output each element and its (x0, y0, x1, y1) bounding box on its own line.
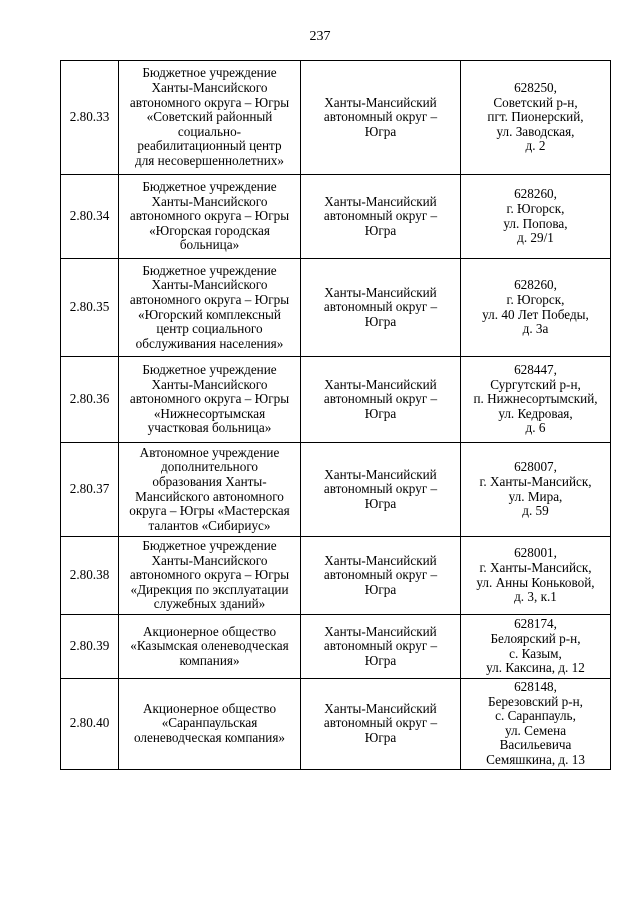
institution-name-line: Бюджетное учреждение (142, 362, 277, 378)
region-name (301, 175, 461, 259)
institution-name-line: автономного округа – Югры (129, 391, 290, 407)
table-row (61, 679, 611, 770)
institution-name-line: образования Ханты- (152, 473, 267, 489)
institution-name-line: «Саранпаульская (161, 715, 258, 731)
registry-table (60, 60, 611, 770)
postal-address-line: 628250, (514, 80, 557, 96)
institution-name-line: Автономное учреждение (139, 444, 280, 460)
postal-address-line: с. Саранпауль, (495, 708, 576, 724)
region-name (301, 443, 461, 537)
institution-name-line: Ханты-Мансийского (151, 80, 268, 96)
institution-name-line: «Нижнесортымская (153, 405, 266, 421)
institution-name-line: Мансийского автономного (135, 488, 284, 504)
registry-table-body (61, 61, 611, 770)
postal-address-line: ул. Кедровая, (498, 405, 573, 421)
region-name-line: Ханты-Мансийский (324, 193, 437, 209)
postal-address-line: Васильевича (499, 737, 572, 753)
postal-address-line: 628447, (514, 362, 557, 378)
institution-name (119, 357, 301, 443)
postal-address-line: д. 3, к.1 (514, 589, 557, 605)
institution-name-line: социально- (177, 123, 242, 139)
institution-name (119, 259, 301, 357)
row-number: 2.80.35 (61, 259, 119, 357)
region-name-line: Ханты-Мансийский (324, 466, 437, 482)
row-number: 2.80.39 (61, 615, 119, 679)
postal-address-line: д. 6 (525, 420, 546, 436)
page-number: 237 (309, 29, 331, 44)
postal-address-line: Семяшкина, д. 13 (486, 751, 585, 767)
region-name (301, 61, 461, 175)
postal-address-line: г. Югорск, (506, 200, 565, 216)
region-name-line: Ханты-Мансийский (324, 94, 437, 110)
region-name-line: автономный округ – (323, 299, 438, 315)
row-number: 2.80.36 (61, 357, 119, 443)
postal-address-line: Березовский р-н, (488, 693, 583, 709)
postal-address-line: с. Казым, (509, 645, 562, 661)
institution-name-line: для несовершеннолетних» (135, 152, 284, 168)
region-name (301, 357, 461, 443)
institution-name-line: «Казымская оленеводческая (130, 638, 289, 654)
row-number: 2.80.33 (61, 61, 119, 175)
region-name-line: Югра (364, 123, 397, 139)
postal-address-line: 628260, (514, 277, 557, 293)
institution-name-line: Ханты-Мансийского (151, 376, 268, 392)
postal-address-line: 628007, (514, 459, 557, 475)
table-row (61, 175, 611, 259)
region-name-line: Югра (364, 405, 397, 421)
postal-address-line: д. 2 (525, 138, 546, 154)
institution-name (119, 443, 301, 537)
institution-name-line: служебных зданий» (153, 596, 266, 612)
institution-name-line: округа – Югры «Мастерская (129, 503, 290, 519)
postal-address (461, 61, 611, 175)
region-name-line: Ханты-Мансийский (324, 376, 437, 392)
postal-address (461, 175, 611, 259)
institution-name-line: обслуживания населения» (135, 335, 284, 351)
postal-address-line: 628260, (514, 186, 557, 202)
postal-address-line: п. Нижнесортымский, (473, 391, 598, 407)
region-name (301, 537, 461, 615)
institution-name-line: Ханты-Мансийского (151, 552, 268, 568)
region-name-line: Югра (364, 581, 397, 597)
institution-name-line: автономного округа – Югры (129, 567, 290, 583)
postal-address-line: ул. Анны Коньковой, (476, 574, 595, 590)
row-number: 2.80.34 (61, 175, 119, 259)
institution-name-line: талантов «Сибириус» (148, 517, 271, 533)
postal-address (461, 615, 611, 679)
postal-address (461, 443, 611, 537)
institution-name-line: «Советский районный (146, 109, 273, 125)
region-name-line: автономный округ – (323, 567, 438, 583)
region-name-line: Югра (364, 222, 397, 238)
institution-name (119, 615, 301, 679)
postal-address-line: ул. Мира, (508, 488, 563, 504)
row-number: 2.80.37 (61, 443, 119, 537)
institution-name-line: Ханты-Мансийского (151, 193, 268, 209)
institution-name-line: Бюджетное учреждение (142, 262, 277, 278)
institution-name-line: «Югорский комплексный (138, 306, 281, 322)
region-name-line: Югра (364, 730, 397, 746)
region-name-line: Ханты-Мансийский (324, 284, 437, 300)
region-name-line: автономный округ – (323, 109, 438, 125)
institution-name-line: «Дирекция по эксплуатации (130, 581, 289, 597)
postal-address-line: 628148, (514, 679, 557, 694)
postal-address (461, 679, 611, 770)
region-name-line: автономный округ – (323, 208, 438, 224)
postal-address (461, 537, 611, 615)
region-name-line: автономный округ – (323, 481, 438, 497)
table-row (61, 443, 611, 537)
postal-address-line: г. Ханты-Мансийск, (479, 559, 592, 575)
institution-name (119, 175, 301, 259)
institution-name (119, 61, 301, 175)
postal-address-line: Сургутский р-н, (490, 376, 581, 392)
region-name-line: Ханты-Мансийский (324, 552, 437, 568)
institution-name-line: центр социального (156, 321, 263, 337)
postal-address-line: Советский р-н, (493, 94, 578, 110)
institution-name-line: реабилитационный центр (137, 138, 282, 154)
postal-address-line: 628174, (514, 616, 557, 632)
institution-name-line: Бюджетное учреждение (142, 65, 277, 81)
institution-name-line: участковая больница» (147, 420, 272, 436)
institution-name-line: компания» (179, 652, 240, 668)
table-row (61, 537, 611, 615)
institution-name-line: автономного округа – Югры (129, 94, 290, 110)
row-number: 2.80.38 (61, 537, 119, 615)
institution-name-line: Бюджетное учреждение (142, 179, 277, 195)
region-name (301, 615, 461, 679)
institution-name-line: оленеводческая компания» (133, 730, 286, 746)
region-name-line: автономный округ – (323, 391, 438, 407)
postal-address (461, 357, 611, 443)
institution-name-line: Акционерное общество (142, 700, 277, 716)
table-row (61, 615, 611, 679)
region-name-line: Югра (364, 652, 397, 668)
row-number: 2.80.40 (61, 679, 119, 770)
postal-address-line: Белоярский р-н, (490, 630, 581, 646)
institution-name-line: больница» (179, 237, 240, 253)
postal-address-line: ул. Попова, (503, 215, 568, 231)
table-row (61, 357, 611, 443)
region-name-line: Ханты-Мансийский (324, 623, 437, 639)
postal-address-line: 628001, (514, 545, 557, 561)
institution-name-line: дополнительного (160, 459, 258, 475)
region-name-line: автономный округ – (323, 715, 438, 731)
postal-address-line: ул. Семена (504, 722, 567, 738)
region-name (301, 679, 461, 770)
postal-address-line: г. Югорск, (506, 291, 565, 307)
postal-address (461, 259, 611, 357)
postal-address-line: ул. Заводская, (496, 123, 575, 139)
table-row (61, 259, 611, 357)
institution-name-line: автономного округа – Югры (129, 291, 290, 307)
postal-address-line: д. 59 (522, 503, 549, 519)
institution-name-line: Ханты-Мансийского (151, 277, 268, 293)
region-name-line: Югра (364, 313, 397, 329)
postal-address-line: пгт. Пионерский, (487, 109, 584, 125)
postal-address-line: д. 29/1 (517, 230, 554, 246)
institution-name-line: Акционерное общество (142, 623, 277, 639)
institution-name-line: Бюджетное учреждение (142, 538, 277, 554)
institution-name-line: автономного округа – Югры (129, 208, 290, 224)
region-name-line: автономный округ – (323, 638, 438, 654)
region-name (301, 259, 461, 357)
postal-address-line: ул. 40 Лет Победы, (482, 306, 589, 322)
postal-address-line: ул. Каксина, д. 12 (486, 660, 585, 676)
institution-name-line: «Югорская городская (149, 222, 270, 238)
postal-address-line: г. Ханты-Мансийск, (479, 473, 592, 489)
region-name-line: Ханты-Мансийский (324, 700, 437, 716)
region-name-line: Югра (364, 495, 397, 511)
table-row (61, 61, 611, 175)
postal-address-line: д. 3а (522, 321, 549, 337)
institution-name (119, 537, 301, 615)
institution-name (119, 679, 301, 770)
